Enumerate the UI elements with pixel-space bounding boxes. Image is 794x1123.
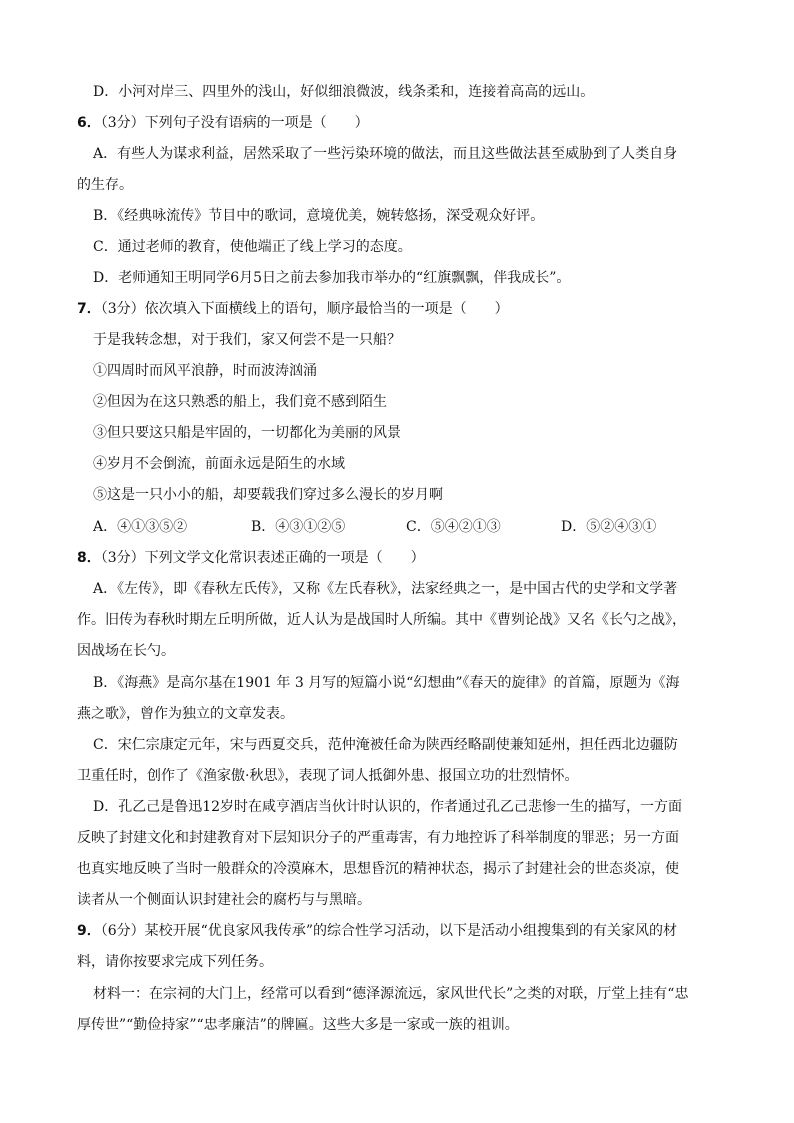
- q6-option-c: C．通过老师的教育，使他端正了线上学习的态度。: [93, 239, 412, 255]
- q7-item-1: ①四周时而风平浪静，时而波涛汹涌: [93, 363, 317, 379]
- question-7-stem: [77, 299, 727, 319]
- q5-option-d: D．小河对岸三、四里外的浅山，好似细浪微波，线条柔和，连接着高高的远山。: [93, 84, 595, 100]
- q7-option-a: A．④①③⑤②: [93, 519, 188, 535]
- q7-item-4: ④岁月不会倒流，前面永远是陌生的水域: [93, 456, 345, 472]
- q8-option-b-line2: 燕之歌》，曾作为独立的文章发表。: [77, 706, 294, 722]
- q8-option-d-line4: 读者从一个侧面认识封建社会的腐朽与与黑暗。: [77, 892, 371, 908]
- question-9-stem-line2: 料，请你按要求完成下列任务。: [77, 954, 273, 970]
- question-number: 6．: [77, 115, 101, 131]
- q7-item-5: ⑤这是一只小小的船，却要载我们穿过多么漫长的岁月啊: [93, 487, 443, 503]
- question-text: （3分）下列句子没有语病的一项是（ ）: [100, 115, 369, 131]
- q6-option-a-line1: A．有些人为谋求利益，居然采取了一些污染环境的做法，而且这些做法甚至威胁到了人类自身: [93, 146, 678, 162]
- q8-option-a-line1: A．《左传》，即《春秋左氏传》，又称《左氏春秋》，法家经典之一，是中国古代的史学和文学著: [93, 581, 678, 597]
- q7-item-3: ③但只要这只船是牢固的，一切都化为美丽的风景: [93, 425, 401, 441]
- question-8-stem: [77, 548, 727, 568]
- q8-option-d-line2: 反映了封建文化和封建教育对下层知识分子的严重毒害，有力地控诉了科举制度的罪恶；另一方面: [77, 830, 679, 846]
- question-9-stem: [77, 921, 727, 941]
- question-number: 7．: [77, 301, 101, 317]
- question-text: （6分）某校开展“优良家风我传承”的综合性学习活动，以下是活动小组搜集到的有关家风的材: [100, 923, 677, 939]
- q8-option-c-line1: C．宋仁宗康定元年，宋与西夏交兵，范仲淹被任命为陕西经略副使兼知延州，担任西北边疆防: [93, 737, 678, 753]
- material-1-line2: 厚传世”“勤俭持家”“忠孝廉洁”的牌匾。这些大多是一家或一族的祖训。: [77, 1017, 519, 1033]
- q7-options: [93, 517, 733, 537]
- question-number: 8．: [77, 550, 101, 566]
- question-text: （3分）依次填入下面横线上的语句，顺序最恰当的一项是（ ）: [100, 301, 509, 317]
- q6-option-d: D．老师通知王明同学6月5日之前去参加我市举办的“红旗飘飘，伴我成长”。: [93, 270, 571, 286]
- material-1-line1: 材料一：在宗祠的大门上，经常可以看到“德泽源流远，家风世代长”之类的对联，厅堂上挂有“忠: [93, 986, 689, 1002]
- q7-option-b: B．④③①②⑤: [251, 519, 346, 535]
- q7-context-sentence: 于是我转念想，对于我们，家又何尝不是一只船？: [93, 332, 401, 348]
- q6-option-a-line2: 的生存。: [77, 177, 133, 193]
- q8-option-a-line2: 作。旧传为春秋时期左丘明所做，近人认为是战国时人所编。其中《曹刿论战》又名《长勺之战》，: [77, 612, 686, 628]
- question-text: （3分）下列文学文化常识表述正确的一项是（ ）: [100, 550, 425, 566]
- q8-option-b-line1: B．《海燕》是高尔基在1901 年 3 月写的短篇小说“幻想曲”《春天的旋律》的首篇，原题为《海: [93, 675, 680, 691]
- q7-option-c: C．⑤④②①③: [406, 519, 501, 535]
- q8-option-d-line3: 也真实地反映了当时一般群众的冷漠麻木，思想昏沉的精神状态，揭示了封建社会的世态炎凉，使: [77, 861, 679, 877]
- q6-option-b: B．《经典咏流传》节目中的歌词，意境优美，婉转悠扬，深受观众好评。: [93, 208, 545, 224]
- q8-option-c-line2: 卫重任时，创作了《渔家傲·秋思》，表现了词人抵御外患、报国立功的壮烈情怀。: [77, 768, 579, 784]
- question-6-stem: [77, 113, 727, 133]
- q8-option-a-line3: 因战场在长勺。: [77, 643, 175, 659]
- q7-option-d: D．⑤②④③①: [561, 519, 657, 535]
- q7-item-2: ②但因为在这只熟悉的船上，我们竟不感到陌生: [93, 394, 387, 410]
- q8-option-d-line1: D．孔乙己是鲁迅12岁时在咸亨酒店当伙计时认识的，作者通过孔乙己悲惨一生的描写，一方面: [93, 799, 683, 815]
- question-number: 9．: [77, 923, 101, 939]
